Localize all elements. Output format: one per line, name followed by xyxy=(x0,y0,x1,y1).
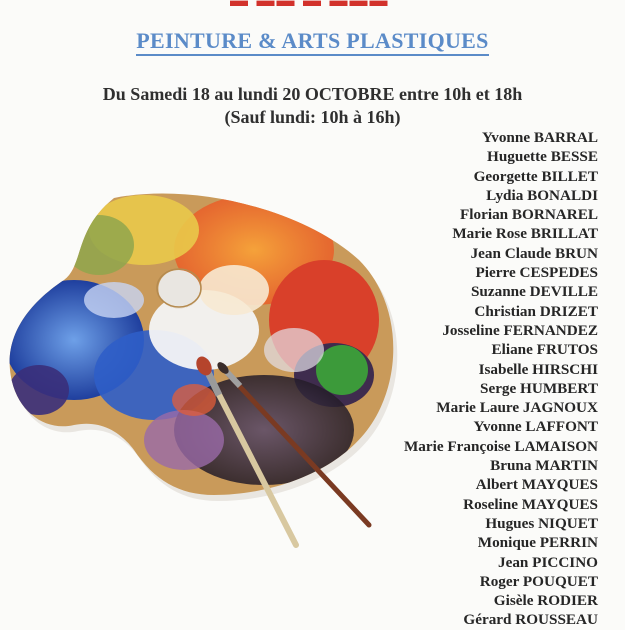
artist-name: Roger POUQUET xyxy=(479,572,598,590)
artist-name: Bruna MARTIN xyxy=(490,457,598,475)
artist-name: Jean PICCINO xyxy=(498,553,598,571)
artist-name: Marie Rose BRILLAT xyxy=(452,225,598,243)
artist-name: Eliane FRUTOS xyxy=(491,341,598,359)
paint-palette-with-brushes-icon xyxy=(4,190,394,550)
artist-name: Yvonne BARRAL xyxy=(481,129,598,146)
artist-name: Yvonne LAFFONT xyxy=(473,418,598,436)
artist-name: Suzanne DEVILLE xyxy=(470,283,598,301)
subtitle-text: PEINTURE & ARTS PLASTIQUES xyxy=(136,28,488,56)
artist-name: Monique PERRIN xyxy=(477,534,598,552)
artist-name: Serge HUMBERT xyxy=(480,379,598,397)
dates-line-2: (Sauf lundi: 10h à 16h) xyxy=(224,107,401,127)
artist-name: Roseline MAYQUES xyxy=(463,495,598,513)
artist-name: Huguette BESSE xyxy=(487,148,598,166)
artist-name: Jean Claude BRUN xyxy=(470,244,598,262)
artist-name: Pierre CESPEDES xyxy=(475,264,598,282)
exhibition-dates xyxy=(0,83,625,128)
dates-line-1: Du Samedi 18 au lundi 20 OCTOBRE entre 10h et 18h xyxy=(102,84,523,104)
artist-name: Albert MAYQUES xyxy=(475,476,598,494)
artist-name: Marie Laure JAGNOUX xyxy=(436,399,598,417)
artist-name: Gérard ROUSSEAU xyxy=(463,611,598,629)
artist-name: Isabelle HIRSCHI xyxy=(478,360,598,378)
exhibition-subtitle xyxy=(0,28,625,54)
artist-list xyxy=(404,128,598,630)
artist-name: Gisèle RODIER xyxy=(493,592,598,610)
artist-name: Josseline FERNANDEZ xyxy=(442,321,598,339)
artist-name: Christian DRIZET xyxy=(474,302,598,320)
artist-name: Georgette BILLET xyxy=(473,167,598,185)
artist-name: Florian BORNAREL xyxy=(460,206,598,224)
artist-name: Hugues NIQUET xyxy=(485,514,598,532)
artist-name: Lydia BONALDI xyxy=(486,186,598,204)
cropped-title-remnant: ▬ ▬▬ ▬ ▬▬▬ xyxy=(230,0,390,10)
artist-name: Marie Françoise LAMAISON xyxy=(403,437,598,455)
